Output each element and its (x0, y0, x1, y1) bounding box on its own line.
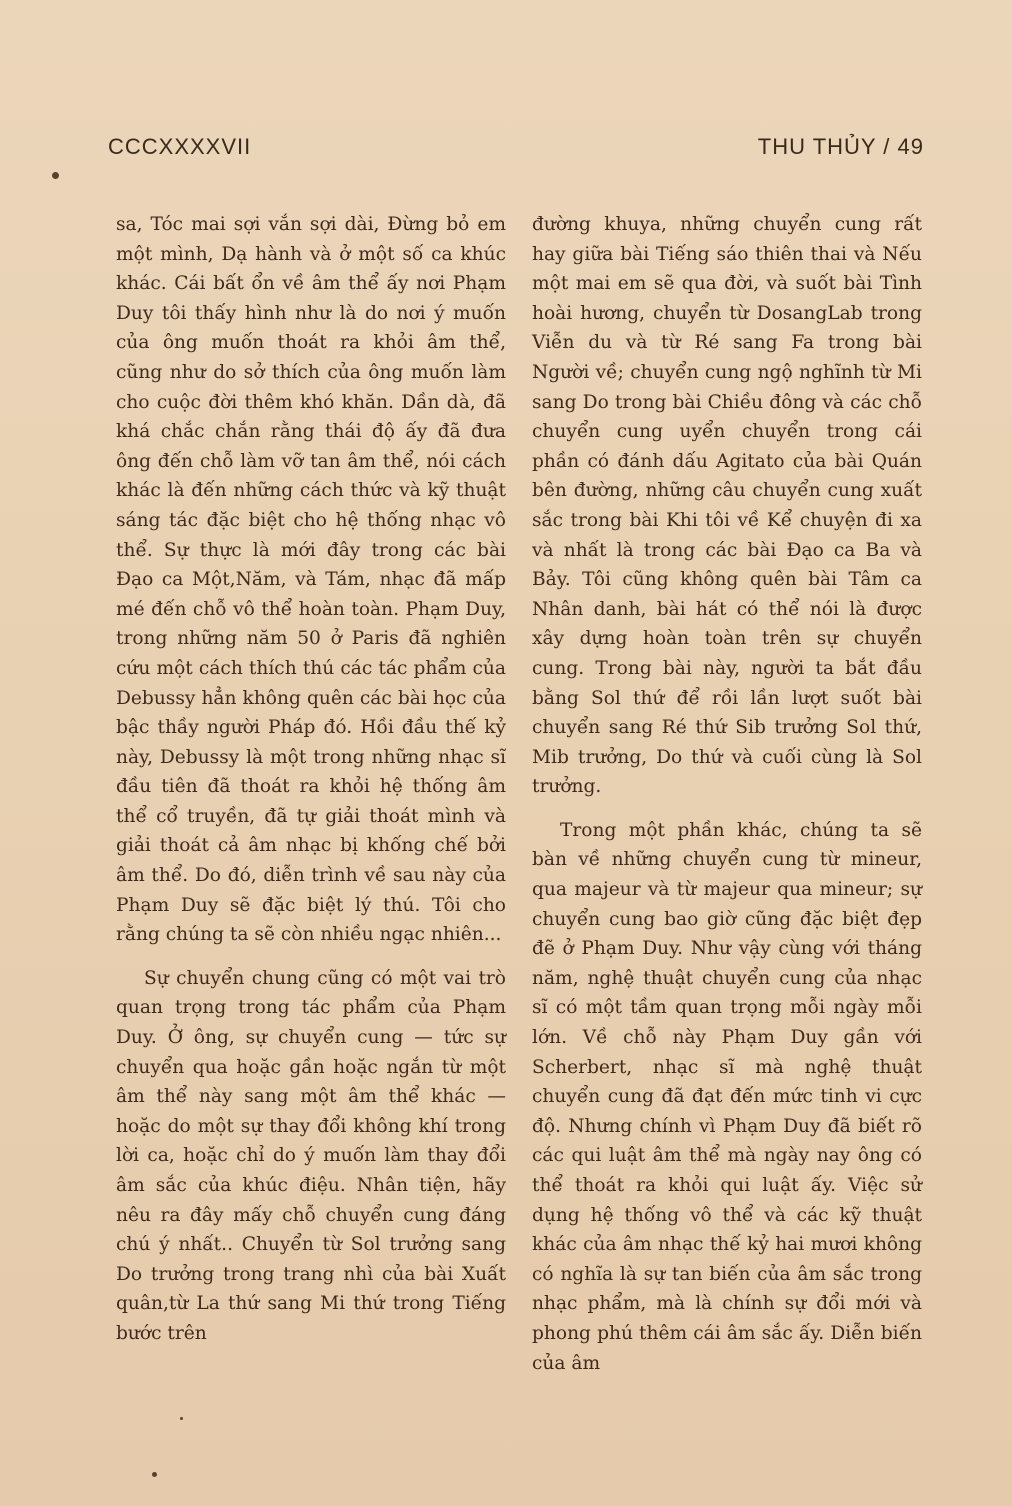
paper-speck (180, 1417, 183, 1420)
chapter-number: CCCXXXXVII (108, 134, 252, 159)
paper-speck (152, 1472, 157, 1477)
paper-speck (52, 172, 59, 179)
left-paragraph-2: Sự chuyển chung cũng có một vai trò quan trọng trong tác phẩm của Phạm Duy. Ở ông, sự chuyển cung — tức sự chuyển qua hoặc gần hoặc ngắn từ một âm thể này sang một âm thể khác — hoặc do một sự thay đổi không khí trong lời ca, hoặc chỉ do ý muốn làm thay đổi âm sắc của khúc điệu. Nhân tiện, hãy nêu ra đây mấy chỗ chuyển cung đáng chú ý nhất.. Chuyển từ Sol trưởng sang Do trưởng trong trang nhì của bài Xuất quân,từ La thứ sang Mi thứ trong Tiếng bước trên (116, 967, 506, 1344)
running-head-page-number: THU THỦY / 49 (757, 134, 924, 159)
right-paragraph-2: Trong một phần khác, chúng ta sẽ bàn về những chuyển cung từ mineur, qua majeur và từ majeur qua mineur; sự chuyển cung bao giờ cũng đặc biệt đẹp đẽ ở Phạm Duy. Như vậy cùng với tháng năm, nghệ thuật chuyển cung của nhạc sĩ có một tầm quan trọng mỗi ngày mỗi lớn. Về chỗ này Phạm Duy gần với Scherbert, nhạc sĩ mà nghệ thuật chuyển cung đã đạt đến mức tinh vi cực độ. Nhưng chính vì Phạm Duy đã biết rõ các qui luật âm thể mà ngày nay ông có thể thoát ra khỏi qui luật ấy. Việc sử dụng hệ thống vô thể và các kỹ thuật khác của âm nhạc thế kỷ hai mươi không có nghĩa là sự tan biến của âm sắc trong nhạc phẩm, mà là chính sự đổi mới và phong phú thêm cái âm sắc ấy. Diễn biến của âm (532, 819, 922, 1374)
left-paragraph-1: sa, Tóc mai sợi vắn sợi dài, Đừng bỏ em một mình, Dạ hành và ở một số ca khúc khác. Cái bất ổn về âm thể ấy nơi Phạm Duy tôi thấy hình như là do nơi ý muốn của ông muốn thoát ra khỏi âm thể, cũng như do sở thích của ông muốn làm cho cuộc đời thêm khó khăn. Dần dà, đã khá chắc chắn rằng thái độ ấy đã đưa ông đến chỗ làm vỡ tan âm thể, nói cách khác là đến những cách thức và kỹ thuật sáng tác đặc biệt cho hệ thống nhạc vô thể. Sự thực là mới đây trong các bài Đạo ca Một,Năm, và Tám, nhạc đã mấp mé đến chỗ vô thể hoàn toàn. Phạm Duy, trong những năm 50 ở Paris đã nghiên cứu một cách thích thú các tác phẩm của Debussy hẳn không quên các bài học của bậc thầy người Pháp đó. Hồi đầu thế kỷ này, Debussy là một trong những nhạc sĩ đầu tiên đã thoát ra khỏi hệ thống âm thể cổ truyền, đã tự giải thoát mình và giải thoát cả âm nhạc bị khống chế bởi âm thể. Do đó, diễn trình về sau này của Phạm Duy sẽ đặc biệt lý thú. Tôi cho rằng chúng ta sẽ còn nhiều ngạc nhiên... (116, 214, 506, 946)
right-column (532, 210, 922, 1378)
right-paragraph-1: đường khuya, những chuyển cung rất hay giữa bài Tiếng sáo thiên thai và Nếu một mai em sẽ qua đời, và suốt bài Tình hoài hương, chuyển từ DosangLab trong Viễn du và từ Ré sang Fa trong bài Người về; chuyển cung ngộ nghĩnh từ Mi sang Do trong bài Chiều đông và các chỗ chuyển cung uyển chuyển trong cái phần có đánh dấu Agitato của bài Quán bên đường, những câu chuyển cung xuất sắc trong bài Khi tôi về Kể chuyện đi xa và nhất là trong các bài Đạo ca Ba và Bảy. Tôi cũng không quên bài Tâm ca Nhân danh, bài hát có thể nói là được xây dựng hoàn toàn trên sự chuyển cung. Trong bài này, người ta bắt đầu bằng Sol thứ để rồi lần lượt suốt bài chuyển sang Ré thứ Sib trưởng Sol thứ, Mib trưởng, Do thứ và cuối cùng là Sol trưởng. (532, 214, 922, 798)
left-column (116, 210, 506, 1349)
